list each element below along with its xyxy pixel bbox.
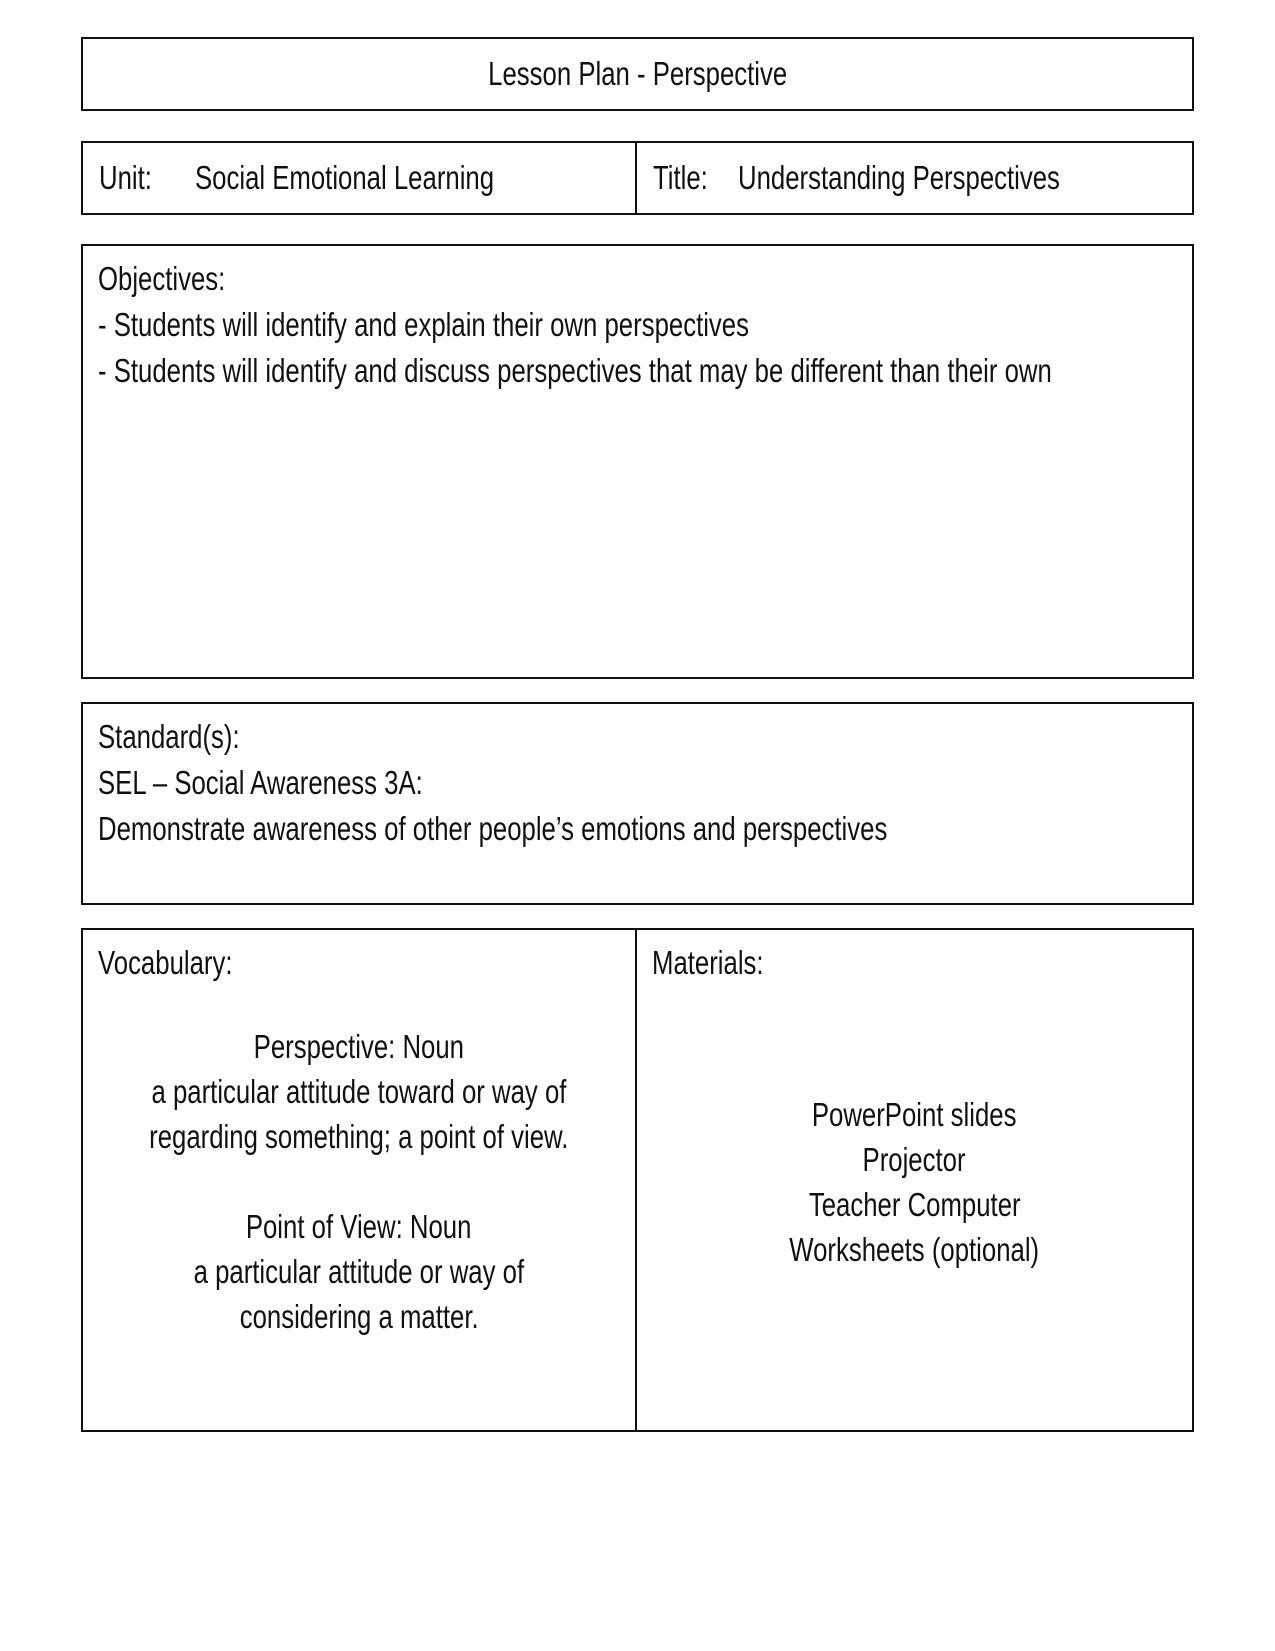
vocab-definition: considering a matter. — [239, 1298, 479, 1335]
standards-heading: Standard(s): — [98, 718, 240, 755]
unit-value: Social Emotional Learning — [195, 159, 495, 196]
standards-section — [81, 702, 1194, 905]
objective-item: - Students will identify and explain their own perspectives — [98, 306, 749, 343]
unit-label-wrap — [99, 159, 195, 197]
objective-item: - Students will identify and discuss perspectives that may be different than their own — [98, 352, 1052, 389]
unit-cell — [81, 141, 637, 215]
vocab-definition: a particular attitude or way of — [193, 1253, 525, 1290]
title-label-wrap — [653, 159, 738, 197]
material-item: Projector — [862, 1141, 967, 1178]
vocab-term: Perspective: Noun — [253, 1028, 465, 1065]
vocabulary-heading: Vocabulary: — [98, 944, 233, 981]
material-item: PowerPoint slides — [812, 1096, 1017, 1133]
title-cell — [635, 141, 1194, 215]
vocabulary-list — [83, 1024, 635, 1339]
vocab-definition: regarding something; a point of view. — [149, 1118, 569, 1155]
vocab-definition: a particular attitude toward or way of — [151, 1073, 567, 1110]
materials-heading: Materials: — [652, 944, 764, 981]
objectives-heading: Objectives: — [98, 260, 226, 297]
lesson-title-header — [81, 37, 1194, 111]
material-item: Worksheets (optional) — [789, 1231, 1040, 1268]
title-label: Title: — [653, 159, 708, 196]
vocab-term: Point of View: Noun — [246, 1208, 472, 1245]
material-item: Teacher Computer — [808, 1186, 1021, 1223]
standard-description: Demonstrate awareness of other people’s emotions and perspectives — [98, 810, 888, 847]
materials-section — [635, 928, 1194, 1432]
standard-code: SEL – Social Awareness 3A: — [98, 764, 423, 801]
objectives-section — [81, 244, 1194, 679]
vocabulary-section — [81, 928, 637, 1432]
materials-list — [637, 1092, 1192, 1272]
lesson-plan-title: Lesson Plan - Perspective — [487, 55, 788, 92]
unit-label: Unit: — [99, 159, 152, 196]
title-value: Understanding Perspectives — [738, 159, 1060, 196]
